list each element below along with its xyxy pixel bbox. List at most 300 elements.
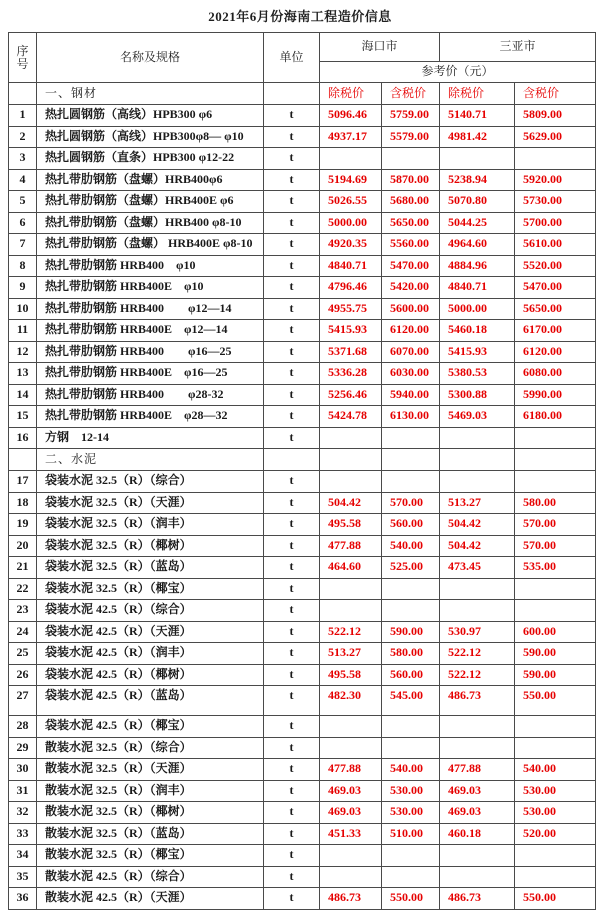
row-seq	[9, 83, 37, 105]
table-row	[9, 492, 596, 514]
haikou-inc-tax-price	[382, 737, 440, 759]
sanya-ex-tax-price: 522.12	[440, 643, 515, 665]
row-seq: 25	[9, 643, 37, 665]
row-unit: t	[264, 716, 320, 738]
item-name: 袋装水泥 42.5（R）（润丰）	[37, 643, 264, 665]
sanya-inc-tax-price: 535.00	[515, 557, 596, 579]
table-row	[9, 664, 596, 686]
haikou-inc-tax-price	[382, 427, 440, 449]
table-row	[9, 126, 596, 148]
haikou-inc-tax-label	[382, 449, 440, 471]
sanya-ex-tax-price: 5415.93	[440, 341, 515, 363]
row-unit: t	[264, 234, 320, 256]
sanya-ex-tax-price: 5044.25	[440, 212, 515, 234]
haikou-ex-tax-price: 482.30	[320, 686, 382, 716]
row-unit: t	[264, 600, 320, 622]
sanya-inc-tax-price: 580.00	[515, 492, 596, 514]
sanya-ex-tax-label: 除税价	[440, 83, 515, 105]
sanya-ex-tax-price: 5000.00	[440, 298, 515, 320]
haikou-inc-tax-price: 5650.00	[382, 212, 440, 234]
haikou-ex-tax-price	[320, 471, 382, 493]
haikou-inc-tax-price	[382, 866, 440, 888]
table-row	[9, 384, 596, 406]
sanya-inc-tax-price: 570.00	[515, 535, 596, 557]
row-unit: t	[264, 514, 320, 536]
row-seq: 29	[9, 737, 37, 759]
sanya-inc-tax-price: 6170.00	[515, 320, 596, 342]
sanya-inc-tax-price: 5520.00	[515, 255, 596, 277]
sanya-ex-tax-price	[440, 737, 515, 759]
table-row	[9, 277, 596, 299]
row-unit: t	[264, 169, 320, 191]
sanya-ex-tax-price: 5380.53	[440, 363, 515, 385]
sanya-inc-tax-label: 含税价	[515, 83, 596, 105]
haikou-inc-tax-price: 540.00	[382, 759, 440, 781]
row-seq: 21	[9, 557, 37, 579]
seq-header-line2: 号	[16, 56, 29, 71]
item-name: 散装水泥 32.5（R）（天涯）	[37, 759, 264, 781]
row-seq: 6	[9, 212, 37, 234]
row-unit: t	[264, 298, 320, 320]
sanya-ex-tax-price: 469.03	[440, 802, 515, 824]
sanya-ex-tax-price	[440, 578, 515, 600]
haikou-ex-tax-price: 486.73	[320, 888, 382, 910]
sanya-inc-tax-price	[515, 600, 596, 622]
sanya-inc-tax-price: 5920.00	[515, 169, 596, 191]
row-seq: 35	[9, 866, 37, 888]
row-seq: 11	[9, 320, 37, 342]
row-seq: 33	[9, 823, 37, 845]
sanya-inc-tax-price: 5610.00	[515, 234, 596, 256]
table-row	[9, 823, 596, 845]
row-unit: t	[264, 643, 320, 665]
column-header-name: 名称及规格	[37, 33, 264, 83]
sanya-inc-tax-price: 5650.00	[515, 298, 596, 320]
table-row	[9, 471, 596, 493]
table-row	[9, 686, 596, 716]
row-seq: 14	[9, 384, 37, 406]
row-seq: 36	[9, 888, 37, 910]
sanya-inc-tax-price	[515, 716, 596, 738]
haikou-ex-tax-price: 4840.71	[320, 255, 382, 277]
haikou-ex-tax-price: 5194.69	[320, 169, 382, 191]
sanya-inc-tax-price: 530.00	[515, 780, 596, 802]
row-seq: 3	[9, 148, 37, 170]
haikou-ex-tax-price: 4955.75	[320, 298, 382, 320]
haikou-ex-tax-price: 5256.46	[320, 384, 382, 406]
sanya-ex-tax-price: 504.42	[440, 535, 515, 557]
item-name: 散装水泥 32.5（R）（椰树）	[37, 802, 264, 824]
table-body	[9, 83, 596, 910]
row-seq: 9	[9, 277, 37, 299]
haikou-inc-tax-price: 530.00	[382, 802, 440, 824]
sanya-inc-tax-price: 590.00	[515, 664, 596, 686]
row-seq: 32	[9, 802, 37, 824]
sanya-inc-tax-price: 6180.00	[515, 406, 596, 428]
row-unit: t	[264, 212, 320, 234]
sanya-ex-tax-price: 473.45	[440, 557, 515, 579]
item-name: 散装水泥 32.5（R）（综合）	[37, 737, 264, 759]
table-row	[9, 406, 596, 428]
column-header-city-haikou: 海口市	[320, 33, 440, 62]
haikou-ex-tax-price: 4796.46	[320, 277, 382, 299]
table-row	[9, 363, 596, 385]
row-seq: 7	[9, 234, 37, 256]
haikou-inc-tax-price: 590.00	[382, 621, 440, 643]
table-row	[9, 866, 596, 888]
table-row	[9, 514, 596, 536]
haikou-ex-tax-price	[320, 716, 382, 738]
haikou-inc-tax-price: 5940.00	[382, 384, 440, 406]
sanya-inc-tax-price: 5470.00	[515, 277, 596, 299]
sanya-ex-tax-price: 477.88	[440, 759, 515, 781]
haikou-inc-tax-price: 5470.00	[382, 255, 440, 277]
item-name: 热扎带肋钢筋 HRB400 φ16—25	[37, 341, 264, 363]
haikou-ex-tax-price: 513.27	[320, 643, 382, 665]
row-unit: t	[264, 578, 320, 600]
row-unit: t	[264, 191, 320, 213]
row-unit: t	[264, 341, 320, 363]
row-unit: t	[264, 557, 320, 579]
table-row	[9, 802, 596, 824]
haikou-inc-tax-price: 525.00	[382, 557, 440, 579]
sanya-inc-tax-price: 520.00	[515, 823, 596, 845]
haikou-inc-tax-price	[382, 845, 440, 867]
row-seq: 23	[9, 600, 37, 622]
row-unit: t	[264, 535, 320, 557]
section-title: 二、水泥	[37, 449, 264, 471]
column-header-unit: 单位	[264, 33, 320, 83]
row-seq: 22	[9, 578, 37, 600]
item-name: 袋装水泥 42.5（R）（综合）	[37, 600, 264, 622]
sanya-ex-tax-price	[440, 427, 515, 449]
row-unit: t	[264, 255, 320, 277]
sanya-inc-tax-price: 6120.00	[515, 341, 596, 363]
sanya-inc-tax-price: 5730.00	[515, 191, 596, 213]
row-unit: t	[264, 759, 320, 781]
table-row	[9, 845, 596, 867]
haikou-ex-tax-price: 477.88	[320, 759, 382, 781]
sanya-ex-tax-price: 5140.71	[440, 105, 515, 127]
haikou-inc-tax-price: 580.00	[382, 643, 440, 665]
sanya-inc-tax-price	[515, 866, 596, 888]
table-row	[9, 759, 596, 781]
table-row	[9, 105, 596, 127]
item-name: 热扎带肋钢筋（盘螺）HRB400E φ6	[37, 191, 264, 213]
sanya-ex-tax-price	[440, 866, 515, 888]
table-row	[9, 888, 596, 910]
haikou-ex-tax-price	[320, 845, 382, 867]
row-unit: t	[264, 845, 320, 867]
row-seq: 16	[9, 427, 37, 449]
haikou-inc-tax-price	[382, 578, 440, 600]
row-seq: 2	[9, 126, 37, 148]
sanya-inc-tax-price: 5700.00	[515, 212, 596, 234]
row-unit: t	[264, 105, 320, 127]
item-name: 热扎带肋钢筋 HRB400E φ16—25	[37, 363, 264, 385]
column-header-reference-price: 参考价（元）	[320, 62, 596, 83]
row-unit: t	[264, 737, 320, 759]
haikou-ex-tax-price: 469.03	[320, 802, 382, 824]
sanya-inc-tax-price: 600.00	[515, 621, 596, 643]
row-seq: 31	[9, 780, 37, 802]
item-name: 袋装水泥 32.5（R）（椰树）	[37, 535, 264, 557]
table-row	[9, 557, 596, 579]
haikou-ex-tax-price: 4937.17	[320, 126, 382, 148]
table-row	[9, 341, 596, 363]
haikou-inc-tax-price: 6120.00	[382, 320, 440, 342]
haikou-ex-tax-price: 469.03	[320, 780, 382, 802]
item-name: 热扎带肋钢筋（盘螺） HRB400E φ8-10	[37, 234, 264, 256]
haikou-ex-tax-price	[320, 600, 382, 622]
item-name: 热扎带肋钢筋 HRB400 φ28-32	[37, 384, 264, 406]
table-row	[9, 212, 596, 234]
haikou-inc-tax-price: 540.00	[382, 535, 440, 557]
row-seq: 5	[9, 191, 37, 213]
table-row	[9, 643, 596, 665]
sanya-ex-tax-price: 4840.71	[440, 277, 515, 299]
sanya-ex-tax-price: 522.12	[440, 664, 515, 686]
item-name: 散装水泥 32.5（R）（润丰）	[37, 780, 264, 802]
haikou-ex-tax-price: 5000.00	[320, 212, 382, 234]
haikou-inc-tax-price: 545.00	[382, 686, 440, 716]
haikou-inc-tax-price: 5579.00	[382, 126, 440, 148]
sanya-inc-tax-price: 6080.00	[515, 363, 596, 385]
page-title: 2021年6月份海南工程造价信息	[208, 9, 392, 24]
haikou-ex-tax-price: 464.60	[320, 557, 382, 579]
row-seq: 24	[9, 621, 37, 643]
item-name: 热扎带肋钢筋 HRB400 φ12—14	[37, 298, 264, 320]
row-seq: 30	[9, 759, 37, 781]
haikou-ex-tax-price: 504.42	[320, 492, 382, 514]
sanya-inc-tax-price: 5809.00	[515, 105, 596, 127]
haikou-inc-tax-price: 6130.00	[382, 406, 440, 428]
row-seq: 18	[9, 492, 37, 514]
haikou-ex-tax-price	[320, 427, 382, 449]
row-unit: t	[264, 277, 320, 299]
haikou-inc-tax-price: 5680.00	[382, 191, 440, 213]
table-row	[9, 148, 596, 170]
section-row	[9, 449, 596, 471]
table-row	[9, 169, 596, 191]
table-row	[9, 427, 596, 449]
row-seq: 13	[9, 363, 37, 385]
table-row	[9, 234, 596, 256]
sanya-ex-tax-price: 486.73	[440, 888, 515, 910]
item-name: 散装水泥 32.5（R）（蓝岛）	[37, 823, 264, 845]
row-unit	[264, 449, 320, 471]
row-unit: t	[264, 427, 320, 449]
haikou-ex-tax-price: 5096.46	[320, 105, 382, 127]
sanya-ex-tax-price: 469.03	[440, 780, 515, 802]
item-name: 热扎带肋钢筋 HRB400E φ12—14	[37, 320, 264, 342]
seq-header-line1: 序	[16, 43, 29, 58]
table-row	[9, 621, 596, 643]
haikou-ex-tax-price: 495.58	[320, 514, 382, 536]
haikou-inc-tax-price	[382, 716, 440, 738]
row-unit: t	[264, 866, 320, 888]
haikou-ex-tax-price: 495.58	[320, 664, 382, 686]
sanya-inc-tax-price	[515, 578, 596, 600]
sanya-ex-tax-price	[440, 600, 515, 622]
item-name: 袋装水泥 42.5（R）（蓝岛）	[37, 686, 264, 716]
sanya-ex-tax-price: 4981.42	[440, 126, 515, 148]
row-seq: 17	[9, 471, 37, 493]
sanya-inc-tax-price: 5990.00	[515, 384, 596, 406]
haikou-ex-tax-price: 477.88	[320, 535, 382, 557]
item-name: 散装水泥 32.5（R）（椰宝）	[37, 845, 264, 867]
row-unit: t	[264, 471, 320, 493]
sanya-inc-tax-price: 530.00	[515, 802, 596, 824]
haikou-inc-tax-price	[382, 471, 440, 493]
haikou-inc-tax-price: 6070.00	[382, 341, 440, 363]
table-row	[9, 716, 596, 738]
row-seq: 26	[9, 664, 37, 686]
item-name: 热扎圆钢筋（高线）HPB300φ8— φ10	[37, 126, 264, 148]
sanya-inc-tax-price: 590.00	[515, 643, 596, 665]
haikou-ex-tax-price: 5026.55	[320, 191, 382, 213]
row-unit: t	[264, 384, 320, 406]
sanya-ex-tax-price: 530.97	[440, 621, 515, 643]
price-table	[8, 32, 596, 910]
haikou-ex-tax-label: 除税价	[320, 83, 382, 105]
row-unit: t	[264, 686, 320, 716]
sanya-ex-tax-price: 486.73	[440, 686, 515, 716]
row-seq: 12	[9, 341, 37, 363]
haikou-inc-tax-price	[382, 600, 440, 622]
haikou-inc-tax-label: 含税价	[382, 83, 440, 105]
haikou-ex-tax-price: 5371.68	[320, 341, 382, 363]
item-name: 热扎带肋钢筋 HRB400E φ10	[37, 277, 264, 299]
sanya-ex-tax-price: 504.42	[440, 514, 515, 536]
row-unit: t	[264, 126, 320, 148]
item-name: 热扎带肋钢筋 HRB400 φ10	[37, 255, 264, 277]
item-name: 袋装水泥 32.5（R）（综合）	[37, 471, 264, 493]
table-row	[9, 535, 596, 557]
item-name: 热扎圆钢筋（直条）HPB300 φ12-22	[37, 148, 264, 170]
row-unit	[264, 83, 320, 105]
row-seq: 20	[9, 535, 37, 557]
item-name: 袋装水泥 32.5（R）（润丰）	[37, 514, 264, 536]
row-unit: t	[264, 780, 320, 802]
section-row	[9, 83, 596, 105]
section-title: 一、钢材	[37, 83, 264, 105]
sanya-inc-tax-price: 570.00	[515, 514, 596, 536]
row-unit: t	[264, 888, 320, 910]
row-unit: t	[264, 621, 320, 643]
sanya-inc-tax-label	[515, 449, 596, 471]
haikou-inc-tax-price: 6030.00	[382, 363, 440, 385]
sanya-ex-tax-price: 4964.60	[440, 234, 515, 256]
row-unit: t	[264, 823, 320, 845]
table-row	[9, 320, 596, 342]
sanya-ex-tax-price: 5238.94	[440, 169, 515, 191]
sanya-inc-tax-price	[515, 845, 596, 867]
row-seq: 28	[9, 716, 37, 738]
row-seq: 19	[9, 514, 37, 536]
haikou-ex-tax-label	[320, 449, 382, 471]
sanya-inc-tax-price: 550.00	[515, 686, 596, 716]
haikou-inc-tax-price: 550.00	[382, 888, 440, 910]
sanya-ex-tax-price: 460.18	[440, 823, 515, 845]
haikou-inc-tax-price: 5600.00	[382, 298, 440, 320]
sanya-inc-tax-price: 540.00	[515, 759, 596, 781]
haikou-ex-tax-price	[320, 866, 382, 888]
row-unit: t	[264, 664, 320, 686]
sanya-inc-tax-price: 550.00	[515, 888, 596, 910]
item-name: 袋装水泥 32.5（R）（蓝岛）	[37, 557, 264, 579]
haikou-ex-tax-price	[320, 737, 382, 759]
column-header-city-sanya: 三亚市	[440, 33, 596, 62]
table-row	[9, 737, 596, 759]
item-name: 热扎带肋钢筋（盘螺）HRB400φ6	[37, 169, 264, 191]
row-unit: t	[264, 320, 320, 342]
table-row	[9, 578, 596, 600]
item-name: 热扎带肋钢筋（盘螺）HRB400 φ8-10	[37, 212, 264, 234]
row-seq: 27	[9, 686, 37, 716]
sanya-ex-tax-price	[440, 716, 515, 738]
row-unit: t	[264, 363, 320, 385]
haikou-ex-tax-price: 522.12	[320, 621, 382, 643]
row-seq: 4	[9, 169, 37, 191]
row-seq	[9, 449, 37, 471]
haikou-inc-tax-price: 530.00	[382, 780, 440, 802]
haikou-ex-tax-price	[320, 578, 382, 600]
item-name: 散装水泥 42.5（R）（综合）	[37, 866, 264, 888]
haikou-ex-tax-price: 5415.93	[320, 320, 382, 342]
haikou-ex-tax-price: 5336.28	[320, 363, 382, 385]
column-header-seq	[9, 33, 37, 83]
item-name: 袋装水泥 42.5（R）（天涯）	[37, 621, 264, 643]
item-name: 袋装水泥 42.5（R）（椰树）	[37, 664, 264, 686]
item-name: 袋装水泥 42.5（R）（椰宝）	[37, 716, 264, 738]
haikou-inc-tax-price: 5759.00	[382, 105, 440, 127]
haikou-ex-tax-price: 4920.35	[320, 234, 382, 256]
sanya-ex-tax-price	[440, 845, 515, 867]
item-name: 袋装水泥 32.5（R）（天涯）	[37, 492, 264, 514]
sanya-ex-tax-label	[440, 449, 515, 471]
sanya-inc-tax-price	[515, 737, 596, 759]
sanya-ex-tax-price	[440, 148, 515, 170]
haikou-inc-tax-price: 5560.00	[382, 234, 440, 256]
sanya-ex-tax-price: 4884.96	[440, 255, 515, 277]
row-unit: t	[264, 148, 320, 170]
row-unit: t	[264, 492, 320, 514]
haikou-inc-tax-price: 570.00	[382, 492, 440, 514]
sanya-inc-tax-price	[515, 471, 596, 493]
haikou-inc-tax-price: 510.00	[382, 823, 440, 845]
row-seq: 8	[9, 255, 37, 277]
haikou-inc-tax-price: 5870.00	[382, 169, 440, 191]
row-unit: t	[264, 406, 320, 428]
haikou-ex-tax-price: 451.33	[320, 823, 382, 845]
table-row	[9, 600, 596, 622]
sanya-inc-tax-price: 5629.00	[515, 126, 596, 148]
sanya-ex-tax-price: 5469.03	[440, 406, 515, 428]
sanya-ex-tax-price: 5300.88	[440, 384, 515, 406]
sanya-ex-tax-price	[440, 471, 515, 493]
table-row	[9, 255, 596, 277]
item-name: 袋装水泥 32.5（R）（椰宝）	[37, 578, 264, 600]
sanya-ex-tax-price: 5070.80	[440, 191, 515, 213]
row-seq: 15	[9, 406, 37, 428]
haikou-inc-tax-price: 560.00	[382, 514, 440, 536]
sanya-ex-tax-price: 5460.18	[440, 320, 515, 342]
table-row	[9, 191, 596, 213]
haikou-ex-tax-price: 5424.78	[320, 406, 382, 428]
sanya-inc-tax-price	[515, 148, 596, 170]
haikou-inc-tax-price: 560.00	[382, 664, 440, 686]
